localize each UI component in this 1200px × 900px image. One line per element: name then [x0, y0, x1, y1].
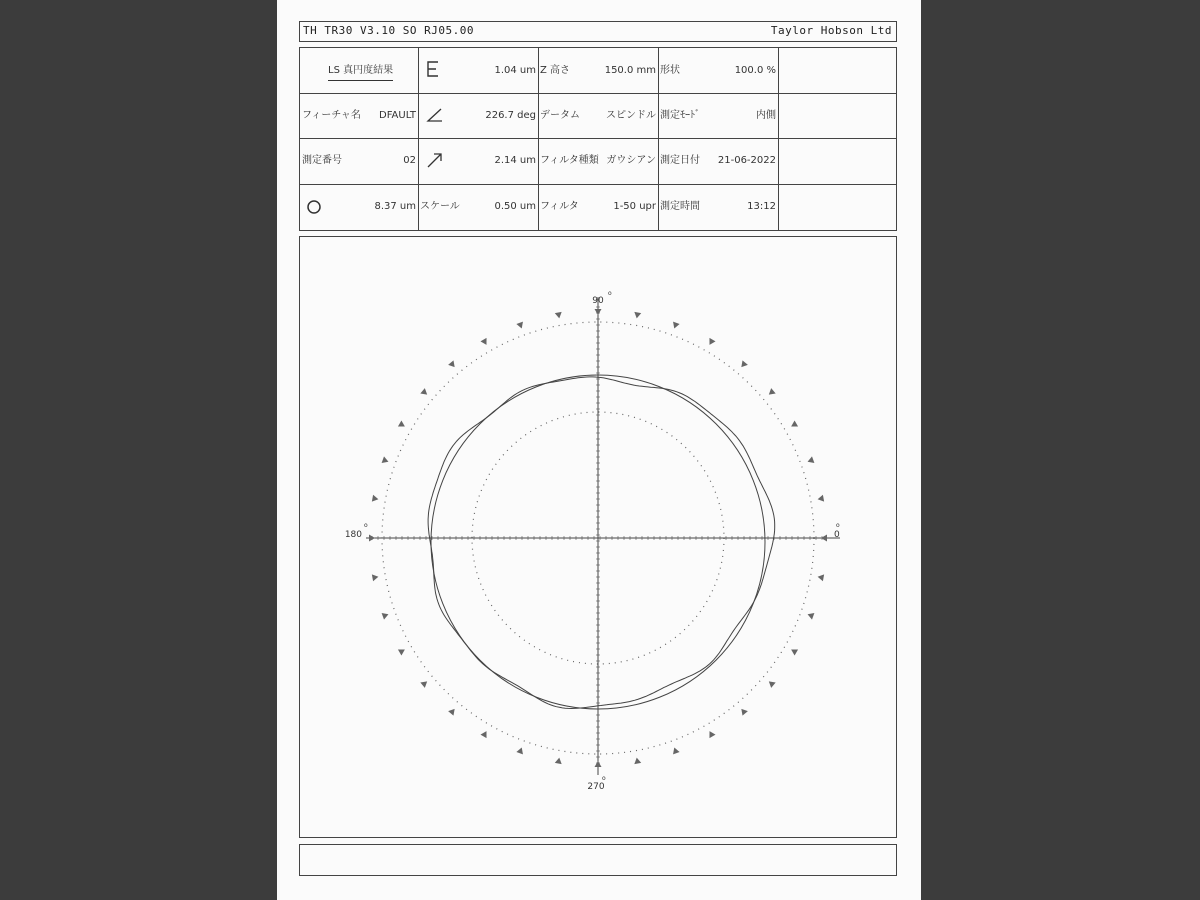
degree-mark-270: o [602, 775, 606, 782]
angle-label-270: 270 [587, 782, 605, 792]
angle-marker [709, 338, 715, 345]
angle-label-90: 90 [592, 296, 604, 306]
degree-mark-0: o [836, 522, 840, 529]
filter-value: 1-50 upr [613, 201, 656, 212]
angle-marker [516, 748, 523, 755]
number-label: 測定番号 [302, 155, 342, 166]
roundness-value: 8.37 um [374, 201, 416, 212]
angle-icon [426, 106, 444, 128]
angle-marker [808, 456, 815, 463]
time-label: 測定時間 [660, 201, 700, 212]
angle-marker [634, 758, 641, 765]
feature-name-label: フィーチャ名 [302, 110, 361, 121]
angle-marker [808, 613, 815, 620]
instrument-version: TH TR30 V3.10 SO RJ05.00 [303, 24, 474, 37]
angle-marker [480, 338, 486, 345]
date-label: 測定日付 [660, 155, 700, 166]
shape-label: 形状 [660, 65, 680, 76]
angle-marker [741, 709, 748, 716]
feature-name-value: DFAULT [379, 110, 416, 121]
parameter-table [299, 47, 897, 231]
angle-marker [369, 535, 375, 542]
date-value: 21-06-2022 [717, 155, 776, 166]
angle-marker [398, 420, 405, 426]
angle-marker [480, 731, 486, 738]
datum-value: スピンドル [606, 110, 656, 121]
report-sheet [277, 0, 921, 900]
filter-type-value: ガウシアン [606, 155, 656, 166]
arrow-icon [426, 151, 444, 173]
mode-label: 測定ﾓｰﾄﾞ [660, 110, 700, 121]
angle-marker [673, 748, 680, 755]
angle-marker [372, 574, 379, 581]
degree-mark-180: o [364, 522, 368, 529]
angle-marker [818, 574, 825, 581]
time-value: 13:12 [747, 201, 776, 212]
manufacturer-name: Taylor Hobson Ltd [770, 24, 892, 37]
number-value: 02 [403, 155, 416, 166]
shape-value: 100.0 % [734, 65, 776, 76]
remarks-box [299, 844, 897, 876]
angle-marker [769, 388, 776, 395]
angle-marker [382, 613, 389, 620]
angle-marker [555, 312, 562, 319]
angle-marker [741, 360, 748, 367]
angle-marker [382, 456, 389, 463]
angle-label-0: 0 [834, 530, 840, 540]
angle-marker [709, 731, 715, 738]
angle-label-180: 180 [344, 530, 362, 540]
angle-marker [516, 322, 523, 329]
scale-label: スケール [420, 201, 460, 212]
angle-marker [420, 388, 427, 395]
angle-marker [791, 649, 798, 655]
z-height-label: Z 高さ [540, 65, 571, 76]
eccentricity-value: 1.04 um [494, 65, 536, 76]
mode-value: 内側 [756, 110, 776, 121]
angle-marker [769, 681, 776, 688]
filter-label: フィルタ [540, 201, 579, 212]
filter-type-label: フィルタ種類 [540, 155, 599, 166]
angle-marker [420, 681, 427, 688]
polar-plot-frame [299, 236, 897, 838]
angle-marker [398, 649, 405, 655]
angle-marker [634, 312, 641, 319]
angle-marker [595, 761, 602, 767]
angle-marker [372, 495, 379, 502]
runout-value: 2.14 um [494, 155, 536, 166]
angle-marker [448, 709, 455, 716]
angle-marker [821, 535, 827, 542]
polar-plot [300, 237, 896, 837]
eccentricity-e-icon [426, 60, 440, 82]
circle-icon [306, 199, 322, 219]
result-title: LS 真円度結果 [328, 65, 393, 81]
angle-marker [818, 495, 825, 502]
angle-marker [673, 322, 680, 329]
report-header [299, 21, 897, 42]
z-height-value: 150.0 mm [604, 65, 656, 76]
angle-marker [448, 360, 455, 367]
angle-value: 226.7 deg [485, 110, 536, 121]
degree-mark-90: o [608, 290, 612, 297]
datum-label: データム [540, 110, 580, 121]
angle-marker [555, 758, 562, 765]
roundness-profile-trace [428, 377, 775, 709]
angle-marker [791, 420, 798, 426]
scale-value: 0.50 um [494, 201, 536, 212]
angle-marker [595, 309, 602, 315]
